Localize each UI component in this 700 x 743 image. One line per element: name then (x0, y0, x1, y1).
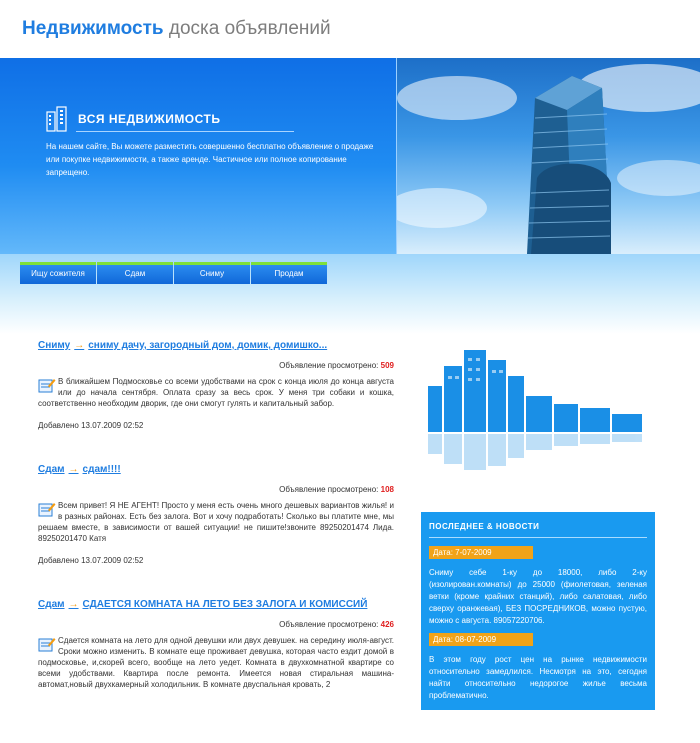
nav-item-sell[interactable]: Продам (251, 262, 327, 284)
post-category: Сдам (38, 464, 65, 475)
news-divider (429, 537, 647, 538)
post-title-link[interactable] (38, 464, 394, 475)
news-date: Дата: 08-07-2009 (429, 633, 533, 646)
post-title-link[interactable] (38, 599, 394, 610)
post-views-label: Объявление просмотрено: (279, 361, 379, 370)
arrow-icon: → (68, 464, 79, 475)
site-title-sub: доска объявлений (168, 18, 331, 39)
arrow-icon: → (68, 599, 79, 610)
post-date: Добавлено 13.07.2009 02:52 (38, 556, 144, 565)
post-title-text: СДАЕТСЯ КОМНАТА НА ЛЕТО БЕЗ ЗАЛОГА И КОМИССИЙ (82, 599, 368, 610)
city-skyline-illustration (420, 346, 656, 470)
nav-item-rent[interactable]: Сниму (174, 262, 250, 284)
news-date: Дата: 7-07-2009 (429, 546, 533, 559)
posts-list (38, 340, 394, 724)
hero-text: На нашем сайте, Вы можете разместить совершенно бесплатно объявление о продаже или покупке недвижимости, а также аренде. Частичное или полное копирование запрещено. (46, 142, 374, 177)
arrow-icon: → (74, 340, 85, 351)
post-body-text: Всем привет! Я НЕ АГЕНТ! Просто у меня есть очень много дешевых вариантов жилья! и в разных районах. Есть без залога. Вот и хочу подработать! Сколько вы платите мне, мы решаем вместе, в зависимости от вашей ситуации! не пишите!звоните 89250201474 Лида. 89250201470 Катя (38, 501, 394, 543)
hero-heading-text: ВСЯ НЕДВИЖИМОСТЬ (78, 112, 221, 126)
news-text: В этом году рост цен на рынке недвижимости относительно замедлился. Несмотря на это, сегодня найти относительно недорогое жилье весьма проблематично. (429, 655, 647, 700)
post-views-count: 108 (380, 485, 394, 494)
post-title-link[interactable] (38, 340, 394, 351)
post-date: Добавлено 13.07.2009 02:52 (38, 421, 144, 430)
post-title-text: сдам!!!! (82, 464, 121, 475)
building-icon (46, 106, 68, 132)
nav-item-roommate[interactable]: Ищу сожителя (20, 262, 96, 284)
post-category: Сниму (38, 340, 71, 351)
news-panel (421, 512, 655, 710)
post-views-label: Объявление просмотрено: (279, 620, 379, 629)
notepad-icon (38, 501, 56, 517)
post-body-text: Сдается комната на лето для одной девушки или двух девушек. на середину июля-август. Сроки можно изменить. В комнате еще проживает девушка, которая часто ездит домой в подмосковье, и,скорей всего, вообще на лето уедет. Комната в двухкомнатной квартире со всеми удобствами. Квартира после ремонта. Имеется новая стиральная машина-автомат,новый двухкамерный холодильник. В комнате двуспальная кровать, 2 (38, 636, 394, 689)
post-body (38, 500, 394, 544)
post-views (38, 620, 394, 629)
notepad-icon (38, 636, 56, 652)
post-title-text: сниму дачу, загородный дом, домик, домишко... (88, 340, 328, 351)
nav-item-rent-out[interactable]: Сдам (97, 262, 173, 284)
news-text: Сниму себе 1-ку до 18000, либо 2-ку (изолирован.комнаты) до 25000 (фиолетовая, зеленая ветки (кроме крайних станций), либо салатовая, либо сверху оранжевая), БЕЗ ПОСРЕДНИКОВ, можно пустую, можно с августа. 89057220706. (429, 568, 647, 625)
post-body (38, 635, 394, 690)
post-body-text: В ближайшем Подмосковье со всеми удобствами на срок с конца июля до конца августа или до начала сентября. Оплата сразу за весь срок. У меня три собаки и кошка, соответственно необходим дворик, где они смогут гулять и капитальный забор. (38, 377, 394, 408)
skyscraper-photo (396, 58, 700, 254)
post-views (38, 485, 394, 494)
post-item (38, 464, 394, 565)
hero-banner (0, 58, 700, 254)
site-header (0, 0, 700, 58)
post-views (38, 361, 394, 370)
post-category: Сдам (38, 599, 65, 610)
post-body (38, 376, 394, 409)
notepad-icon (38, 377, 56, 393)
hero-divider (76, 131, 294, 132)
post-views-count: 426 (380, 620, 394, 629)
site-title[interactable] (22, 18, 331, 40)
hero-heading (46, 106, 220, 132)
site-title-main: Недвижимость (22, 18, 164, 39)
post-item (38, 340, 394, 430)
main-nav (20, 262, 328, 284)
post-views-label: Объявление просмотрено: (279, 485, 379, 494)
post-views-count: 509 (380, 361, 394, 370)
news-heading: ПОСЛЕДНЕЕ & НОВОСТИ (429, 522, 540, 531)
post-item (38, 599, 394, 690)
